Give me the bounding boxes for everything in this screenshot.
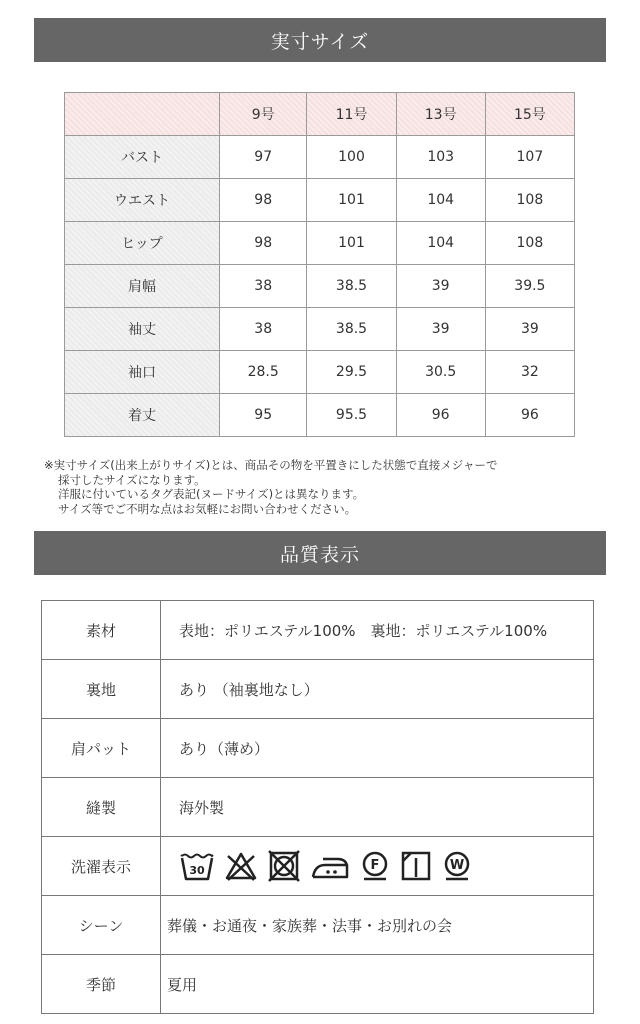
table-cell: 95.5 — [307, 394, 396, 437]
dry-clean-f-label: F — [370, 858, 380, 873]
quality-value-season: 夏用 — [161, 955, 594, 1014]
table-row — [65, 265, 575, 308]
table-row — [42, 778, 594, 837]
table-cell: 98 — [220, 179, 307, 222]
table-cell: 32 — [485, 351, 574, 394]
table-cell: 98 — [220, 222, 307, 265]
table-row — [65, 308, 575, 351]
no-tumble-dry-icon — [267, 850, 301, 882]
size-header-row — [65, 93, 575, 136]
size-header-15: 15号 — [485, 93, 574, 136]
quality-value-lining: あり （袖裏地なし） — [161, 660, 594, 719]
table-row — [42, 660, 594, 719]
table-cell: 108 — [485, 179, 574, 222]
table-cell: 96 — [396, 394, 485, 437]
iron-medium-icon — [310, 850, 350, 882]
table-row — [65, 351, 575, 394]
table-cell: 100 — [307, 136, 396, 179]
table-cell: 107 — [485, 136, 574, 179]
size-note-line: ※実寸サイズ(出来上がりサイズ)とは、商品その物を平置きにした状態で直接メジャーで — [44, 458, 498, 472]
table-row — [65, 136, 575, 179]
table-cell: 39 — [485, 308, 574, 351]
row-label-length: 着丈 — [65, 394, 220, 437]
table-row — [65, 222, 575, 265]
size-table-corner — [65, 93, 220, 136]
wash-temp-label: 30 — [189, 864, 205, 877]
quality-label-season: 季節 — [42, 955, 161, 1014]
table-cell: 38 — [220, 265, 307, 308]
table-row — [65, 394, 575, 437]
row-label-cuff: 袖口 — [65, 351, 220, 394]
size-note-line: 採寸したサイズになります。 — [58, 472, 206, 487]
dry-clean-f-icon — [359, 850, 391, 882]
quality-table — [41, 600, 594, 1014]
size-table — [64, 92, 575, 437]
wash-30-icon — [179, 850, 215, 882]
table-cell: 96 — [485, 394, 574, 437]
wet-clean-w-icon — [441, 850, 473, 882]
table-cell: 39 — [396, 265, 485, 308]
care-icons-cell — [161, 837, 594, 896]
quality-value-scene: 葬儀・お通夜・家族葬・法事・お別れの会 — [161, 896, 594, 955]
table-cell: 101 — [307, 222, 396, 265]
line-dry-shade-icon — [400, 850, 432, 882]
quality-label-material: 素材 — [42, 601, 161, 660]
size-header-11: 11号 — [307, 93, 396, 136]
table-row — [42, 837, 594, 896]
table-row — [65, 179, 575, 222]
table-row — [42, 719, 594, 778]
table-cell: 38.5 — [307, 308, 396, 351]
table-cell: 39 — [396, 308, 485, 351]
table-cell: 39.5 — [485, 265, 574, 308]
row-label-waist: ウエスト — [65, 179, 220, 222]
table-row — [42, 601, 594, 660]
table-cell: 104 — [396, 222, 485, 265]
quality-label-lining: 裏地 — [42, 660, 161, 719]
quality-label-shoulder-pad: 肩パット — [42, 719, 161, 778]
size-section-banner — [34, 18, 606, 62]
table-cell: 38 — [220, 308, 307, 351]
table-cell: 95 — [220, 394, 307, 437]
quality-value-material: 表地：ポリエステル100% 裏地：ポリエステル100% — [161, 601, 594, 660]
row-label-hip: ヒップ — [65, 222, 220, 265]
size-note-line: サイズ等でご不明な点はお気軽にお問い合わせください。 — [58, 501, 357, 516]
quality-section-banner — [34, 531, 606, 575]
table-cell: 108 — [485, 222, 574, 265]
table-cell: 104 — [396, 179, 485, 222]
no-bleach-icon — [224, 850, 258, 882]
care-icons — [179, 850, 593, 882]
table-cell: 103 — [396, 136, 485, 179]
size-note-line: 洋服に付いているタグ表記(ヌードサイズ)とは異なります。 — [58, 487, 365, 502]
size-header-13: 13号 — [396, 93, 485, 136]
size-notes — [44, 458, 614, 516]
table-row — [42, 896, 594, 955]
quality-value-sewing: 海外製 — [161, 778, 594, 837]
table-cell: 97 — [220, 136, 307, 179]
wet-clean-w-label: W — [449, 858, 465, 873]
quality-label-sewing: 縫製 — [42, 778, 161, 837]
quality-value-shoulder-pad: あり（薄め） — [161, 719, 594, 778]
quality-label-scene: シーン — [42, 896, 161, 955]
quality-label-care: 洗濯表示 — [42, 837, 161, 896]
quality-section-title: 品質表示 — [279, 543, 360, 566]
size-header-9: 9号 — [220, 93, 307, 136]
table-cell: 28.5 — [220, 351, 307, 394]
table-row — [42, 955, 594, 1014]
row-label-bust: バスト — [65, 136, 220, 179]
row-label-shoulder: 肩幅 — [65, 265, 220, 308]
table-cell: 30.5 — [396, 351, 485, 394]
table-cell: 101 — [307, 179, 396, 222]
table-cell: 29.5 — [307, 351, 396, 394]
table-cell: 38.5 — [307, 265, 396, 308]
row-label-sleeve-length: 袖丈 — [65, 308, 220, 351]
size-section-title: 実寸サイズ — [270, 30, 370, 53]
